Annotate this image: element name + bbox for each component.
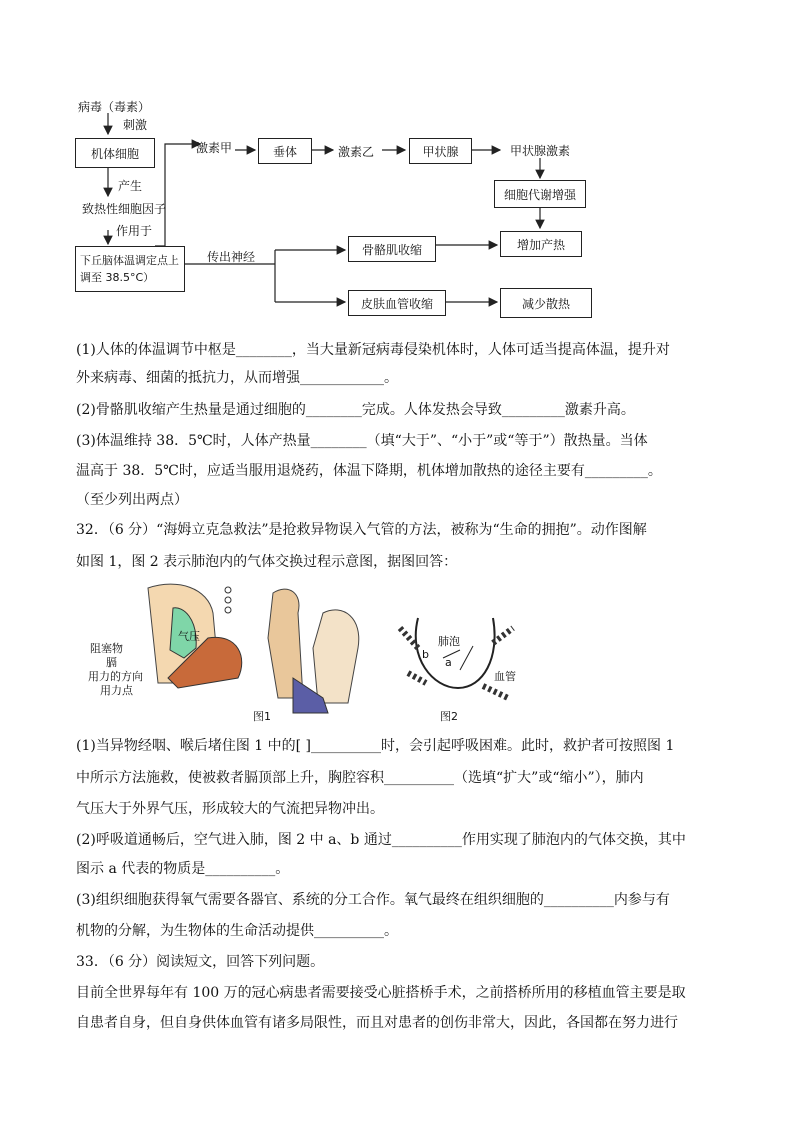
thermoregulation-flowchart <box>0 0 800 330</box>
acts-on-label: 作用于 <box>116 224 153 238</box>
figures-area <box>88 578 528 723</box>
thyroid-text: 甲状腺 <box>422 144 459 159</box>
vessel-box <box>348 290 446 316</box>
q32-line-2: 如图 1，图 2 表示肺泡内的气体交换过程示意图，据图回答： <box>76 554 458 570</box>
figure-1-illustration <box>88 578 528 723</box>
q32-line-6: (2)呼吸道通畅后，空气进入肺，图 2 中 a、b 通过__________作用实现了肺泡内的气体交换，其中 <box>76 832 686 848</box>
muscle-text: 骨骼肌收缩 <box>361 242 422 257</box>
virus-label: 病毒（毒素） <box>78 100 151 114</box>
a-label: a <box>445 656 452 669</box>
q31-line-3: (2)骨骼肌收缩产生热量是通过细胞的________完成。人体发热会导致_________激素升高。 <box>76 402 635 418</box>
efferent-label: 传出神经 <box>207 250 256 264</box>
pituitary-box <box>258 138 312 164</box>
q32-line-3: (1)当异物经咽、喉后堵住图 1 中的[ ]__________时，会引起呼吸困难。此时，救护者可按照图 1 <box>76 738 675 754</box>
metabolism-box <box>494 180 586 208</box>
hormone-a-label: 激素甲 <box>196 141 233 155</box>
q31-line-2: 外来病毒、细菌的抵抗力，从而增强____________。 <box>76 370 398 386</box>
thyroid-box <box>409 138 472 164</box>
q33-line-1: 33．（6 分）阅读短文，回答下列问题。 <box>76 954 325 970</box>
q31-line-5: 温高于 38．5℃时，应适当服用退烧药，体温下降期，机体增加散热的途径主要有_________。 <box>76 463 662 479</box>
q32-line-7: 图示 a 代表的物质是__________。 <box>76 861 290 877</box>
stimulate-label: 刺激 <box>123 118 148 132</box>
q32-line-5: 气压大于外界气压，形成较大的气流把异物冲出。 <box>76 801 384 817</box>
heat-down-box <box>500 288 592 318</box>
q33-line-3: 自患者自身，但自身供体血管有诸多局限性，而且对患者的创伤非常大，因此，各国都在努力进行 <box>76 1015 678 1031</box>
produce-label: 产生 <box>118 179 143 193</box>
q31-line-4: (3)体温维持 38．5℃时，人体产热量________（填“大于”、“小于”或“等于”）散热量。当体 <box>76 433 648 449</box>
hormone-b-label: 激素乙 <box>338 145 375 159</box>
heat-down-text: 减少散热 <box>521 296 570 311</box>
hypothalamus-box <box>75 246 185 292</box>
q33-line-2: 目前全世界每年有 100 万的冠心病患者需要接受心脏搭桥手术，之前搭桥所用的移植血管主要是取 <box>76 985 686 1001</box>
vessel-label: 血管 <box>494 670 516 683</box>
b-label: b <box>422 648 429 661</box>
body-cell-box <box>75 138 155 168</box>
figure-1-caption: 图1 <box>253 710 271 723</box>
obstruction-label: 阻塞物 <box>90 642 123 655</box>
air-pressure-label: 气压 <box>178 630 200 643</box>
pituitary-text: 垂体 <box>272 144 297 159</box>
q32-line-9: 机物的分解，为生物体的生命活动提供__________。 <box>76 923 398 939</box>
q32-line-4: 中所示方法施救，使被救者膈顶部上升，胸腔容积__________（选填“扩大”或“缩小”），肺内 <box>76 770 644 786</box>
q32-line-1: 32．（6 分）“海姆立克急救法”是抢救异物误入气管的方法，被称为“生命的拥抱”。动作图解 <box>76 522 647 538</box>
muscle-box <box>348 236 436 262</box>
q31-line-6: （至少列出两点） <box>76 492 188 508</box>
body-cell-text: 机体细胞 <box>90 146 139 161</box>
metabolism-text: 细胞代谢增强 <box>503 187 576 202</box>
alveolus-label: 肺泡 <box>438 635 460 648</box>
force-point-label: 用力点 <box>100 684 133 697</box>
thyroid-hormone-label: 甲状腺激素 <box>510 144 571 158</box>
q31-line-1: (1)人体的体温调节中枢是________，当大量新冠病毒侵染机体时，人体可适当提高体温，提升对 <box>76 342 670 358</box>
force-direction-label: 用力的方向 <box>88 670 143 683</box>
hypothalamus-text: 下丘脑体温调定点上调至 38.5°C） <box>80 254 179 284</box>
diaphragm-label: 膈 <box>106 656 117 669</box>
q32-line-8: (3)组织细胞获得氧气需要各器官、系统的分工合作。氧气最终在组织细胞的__________内参与有 <box>76 892 670 908</box>
vessel-text: 皮肤血管收缩 <box>360 296 433 311</box>
heat-up-text: 增加产热 <box>516 237 565 252</box>
figure-2-caption: 图2 <box>440 710 458 723</box>
pyrogen-label: 致热性细胞因子 <box>82 202 167 216</box>
heat-up-box <box>500 231 582 257</box>
